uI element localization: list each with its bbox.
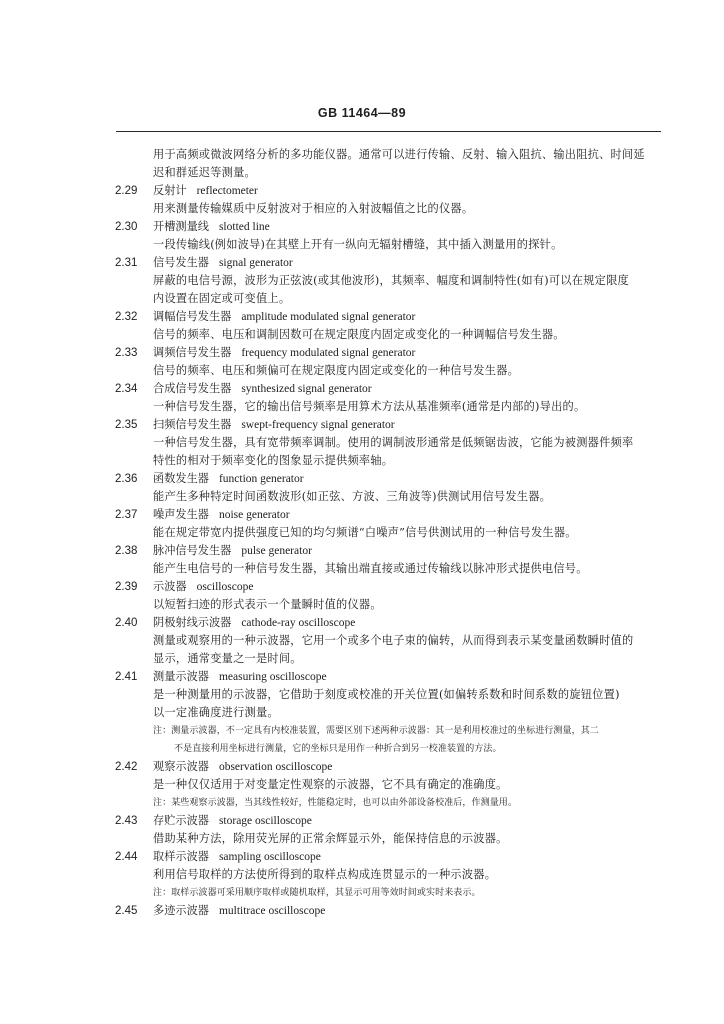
term-number: 2.37 — [115, 509, 138, 521]
term-heading — [0, 344, 724, 362]
term-number: 2.40 — [115, 617, 138, 629]
note-row — [0, 884, 724, 902]
term-name — [153, 182, 258, 200]
definition-line: 迟和群延迟等测量。 — [153, 166, 256, 179]
definition-line: 一种信号发生器，它的输出信号频率是用算术方法从基准频率(通常是内部的)导出的。 — [153, 400, 586, 413]
term-number: 2.43 — [115, 815, 138, 827]
term-entry — [0, 812, 724, 848]
term-number: 2.36 — [115, 473, 138, 485]
term-entry — [0, 470, 724, 506]
definition-line: 用来测量传输媒质中反射波对于相应的入射波幅值之比的仪器。 — [153, 202, 474, 215]
definition-line: 显示，通常变量之一是时间。 — [153, 652, 302, 665]
definition-line: 用于高频或微波网络分析的多功能仪器。通常可以进行传输、反射、输入阻抗、输出阻抗、时间延 — [153, 148, 645, 161]
definition-line: 借助某种方法，除用荧光屏的正常余辉显示外，能保持信息的示波器。 — [153, 832, 508, 845]
term-heading — [0, 470, 724, 488]
term-name — [153, 380, 372, 398]
term-number: 2.41 — [115, 671, 138, 683]
term-entry — [0, 506, 724, 542]
term-entry — [0, 758, 724, 812]
term-entry — [0, 380, 724, 416]
definition-line: 内设置在固定或可变值上。 — [153, 292, 291, 305]
definition-line: 能产生电信号的一种信号发生器，其输出端直接或通过传输线以脉冲形式提供电信号。 — [153, 562, 588, 575]
term-chinese: 观察示波器 — [153, 760, 209, 773]
term-entry — [0, 542, 724, 578]
term-english: noise generator — [218, 509, 290, 521]
term-heading — [0, 542, 724, 560]
term-number: 2.38 — [115, 545, 138, 557]
term-english: measuring oscilloscope — [218, 671, 327, 683]
term-english: synthesized signal generator — [241, 383, 372, 395]
note-line: 注：取样示波器可采用顺序取样或随机取样，其显示可用等效时间或实时来表示。 — [153, 888, 481, 898]
term-english: multitrace oscilloscope — [218, 905, 326, 917]
term-heading — [0, 416, 724, 434]
definition-row — [0, 362, 724, 380]
term-english: pulse generator — [241, 545, 312, 557]
term-number: 2.44 — [115, 851, 138, 863]
definition-row — [0, 236, 724, 254]
definition-line: 以短暂扫迹的形式表示一个量瞬时值的仪器。 — [153, 598, 382, 611]
term-chinese: 函数发生器 — [153, 472, 209, 485]
term-chinese: 多迹示波器 — [153, 904, 209, 917]
intro-paragraph — [0, 146, 724, 182]
term-english: slotted line — [218, 221, 270, 233]
term-heading — [0, 758, 724, 776]
entry-host — [0, 182, 724, 920]
definition-line: 信号的频率、电压和频偏可在规定限度内固定或变化的一种信号发生器。 — [153, 364, 520, 377]
definition-row — [0, 452, 724, 470]
definition-row — [0, 704, 724, 722]
term-heading — [0, 182, 724, 200]
term-name — [153, 506, 290, 524]
term-heading — [0, 308, 724, 326]
note-line: 不是直接利用坐标进行测量，它的坐标只是用作一种折合到另一校准装置的方法。 — [174, 744, 502, 754]
definition-line: 能在规定带宽内提供强度已知的均匀频谱“白噪声”信号供测试用的一种信号发生器。 — [153, 526, 577, 539]
definition-row — [0, 272, 724, 290]
note-line: 注：测量示波器，不一定具有内校准装置，需要区别下述两种示波器：其一是利用校准过的坐标进行测量，其二 — [153, 726, 599, 736]
term-chinese: 调频信号发生器 — [153, 346, 232, 359]
term-entry — [0, 308, 724, 344]
term-chinese: 噪声发生器 — [153, 508, 209, 521]
term-name — [153, 344, 415, 362]
term-chinese: 测量示波器 — [153, 670, 209, 683]
term-number: 2.42 — [115, 761, 138, 773]
note-row — [0, 722, 724, 740]
definition-row — [0, 488, 724, 506]
term-heading — [0, 218, 724, 236]
term-number: 2.39 — [115, 581, 138, 593]
definition-line: 特性的相对于频率变化的图象显示提供频率轴。 — [153, 454, 394, 467]
definition-line: 是一种仅仅适用于对变量定性观察的示波器，它不具有确定的准确度。 — [153, 778, 508, 791]
term-entry — [0, 344, 724, 380]
term-english: amplitude modulated signal generator — [241, 311, 416, 323]
term-name — [153, 812, 312, 830]
term-english: storage oscilloscope — [218, 815, 312, 827]
term-number: 2.34 — [115, 383, 138, 395]
definition-line: 一种信号发生器，具有宽带频率调制。使用的调制波形通常是低频锯齿波，它能为被测器件频率 — [153, 436, 634, 449]
definition-row — [0, 560, 724, 578]
definition-line: 屏蔽的电信号源，波形为正弦波(或其他波形)，其频率、幅度和调制特性(如有)可以在规定限度 — [153, 274, 629, 287]
definition-row — [0, 290, 724, 308]
term-english: signal generator — [218, 257, 293, 269]
term-chinese: 调幅信号发生器 — [153, 310, 232, 323]
term-name — [153, 308, 415, 326]
definition-line: 信号的频率、电压和调制因数可在规定限度内固定或变化的一种调幅信号发生器。 — [153, 328, 565, 341]
term-number: 2.31 — [115, 257, 138, 269]
term-chinese: 示波器 — [153, 580, 187, 593]
definition-line: 以一定准确度进行测量。 — [153, 706, 279, 719]
term-name — [153, 578, 253, 596]
definition-row — [0, 632, 724, 650]
term-english: cathode-ray oscilloscope — [241, 617, 356, 629]
term-chinese: 脉冲信号发生器 — [153, 544, 232, 557]
definition-line: 测量或观察用的一种示波器，它用一个或多个电子束的偏转，从而得到表示某变量函数瞬时值的 — [153, 634, 634, 647]
term-name — [153, 668, 327, 686]
term-heading — [0, 848, 724, 866]
term-english: reflectometer — [196, 185, 258, 197]
term-entry — [0, 668, 724, 758]
term-number: 2.45 — [115, 905, 138, 917]
term-heading — [0, 668, 724, 686]
definition-row — [0, 686, 724, 704]
term-name — [153, 614, 355, 632]
term-english: observation oscilloscope — [218, 761, 333, 773]
term-list — [0, 146, 724, 920]
term-chinese: 合成信号发生器 — [153, 382, 232, 395]
definition-line: 一段传输线(例如波导)在其壁上开有一纵向无辐射槽缝，其中插入测量用的探针。 — [153, 238, 563, 251]
definition-line: 能产生多种特定时间函数波形(如正弦、方波、三角波等)供测试用信号发生器。 — [153, 490, 552, 503]
term-heading — [0, 380, 724, 398]
term-number: 2.32 — [115, 311, 138, 323]
definition-row — [0, 866, 724, 884]
term-name — [153, 470, 304, 488]
definition-line: 是一种测量用的示波器，它借助于刻度或校准的开关位置(如偏转系数和时间系数的旋钮位置) — [153, 688, 620, 701]
term-entry — [0, 614, 724, 668]
term-heading — [0, 506, 724, 524]
definition-row — [0, 830, 724, 848]
term-chinese: 开槽测量线 — [153, 220, 209, 233]
term-chinese: 信号发生器 — [153, 256, 209, 269]
term-entry — [0, 902, 724, 920]
term-chinese: 反射计 — [153, 184, 187, 197]
term-number: 2.29 — [115, 185, 138, 197]
definition-row — [0, 434, 724, 452]
definition-row — [0, 326, 724, 344]
page-header: GB 11464—89 — [317, 106, 407, 120]
term-entry — [0, 182, 724, 218]
term-name — [153, 848, 321, 866]
term-chinese: 取样示波器 — [153, 850, 209, 863]
term-entry — [0, 416, 724, 470]
term-chinese: 阴极射线示波器 — [153, 616, 232, 629]
term-entry — [0, 218, 724, 254]
term-english: swept-frequency signal generator — [241, 419, 395, 431]
term-name — [153, 416, 395, 434]
term-number: 2.33 — [115, 347, 138, 359]
term-number: 2.35 — [115, 419, 138, 431]
note-line: 注：某些观察示波器，当其线性较好，性能稳定时，也可以由外部设备校准后，作测量用。 — [153, 798, 518, 808]
term-heading — [0, 902, 724, 920]
term-chinese: 扫频信号发生器 — [153, 418, 232, 431]
term-name — [153, 254, 293, 272]
term-entry — [0, 848, 724, 902]
definition-row — [0, 524, 724, 542]
definition-row — [0, 200, 724, 218]
term-english: oscilloscope — [196, 581, 254, 593]
definition-row — [0, 776, 724, 794]
term-name — [153, 218, 270, 236]
term-name — [153, 542, 312, 560]
term-chinese: 存贮示波器 — [153, 814, 209, 827]
definition-line: 利用信号取样的方法使所得到的取样点构成连贯显示的一种示波器。 — [153, 868, 497, 881]
term-english: function generator — [218, 473, 304, 485]
term-entry — [0, 254, 724, 308]
term-number: 2.30 — [115, 221, 138, 233]
term-heading — [0, 614, 724, 632]
term-name — [153, 758, 332, 776]
note-row — [0, 740, 724, 758]
term-heading — [0, 812, 724, 830]
definition-row — [0, 596, 724, 614]
term-name — [153, 902, 325, 920]
term-english: frequency modulated signal generator — [241, 347, 416, 359]
term-heading — [0, 578, 724, 596]
term-entry — [0, 578, 724, 614]
term-english: sampling oscilloscope — [218, 851, 321, 863]
definition-row — [0, 650, 724, 668]
header-rule — [116, 131, 661, 132]
definition-row — [0, 398, 724, 416]
note-row — [0, 794, 724, 812]
term-heading — [0, 254, 724, 272]
